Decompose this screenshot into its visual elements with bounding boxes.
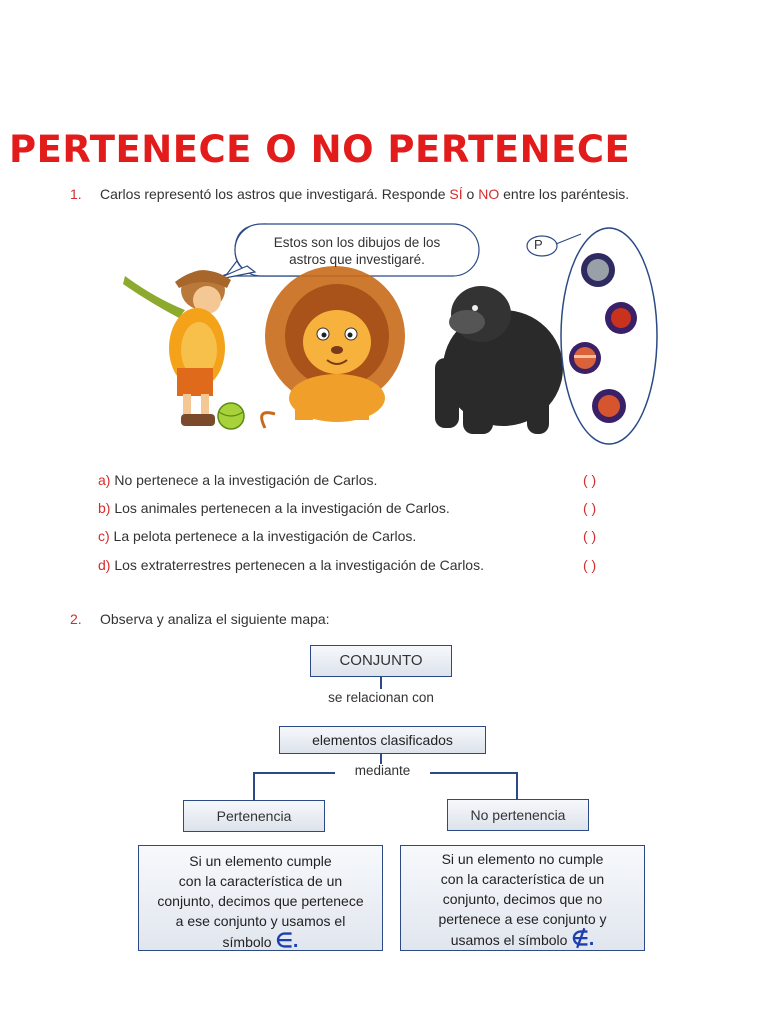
- option-c-text: La pelota pertenece a la investigación de Carlos.: [109, 528, 417, 544]
- option-b-letter: b): [98, 500, 111, 516]
- map-node-pertenencia: Pertenencia: [183, 800, 325, 832]
- option-c: [98, 528, 416, 544]
- question-1-text: [100, 186, 629, 202]
- question-1-number: 1.: [70, 186, 82, 202]
- map-node-elementos: elementos clasificados: [279, 726, 486, 754]
- option-a: [98, 472, 377, 488]
- planet-mars-icon: [605, 302, 637, 334]
- option-d-answer-field[interactable]: ( ): [583, 557, 597, 573]
- page-title: PERTENECE O NO PERTENECE: [9, 128, 631, 171]
- map-link-relacionan: se relacionan con: [328, 690, 434, 705]
- option-d-letter: d): [98, 557, 111, 573]
- lion-illustration: [262, 266, 405, 428]
- planet-moon-icon: [581, 253, 615, 287]
- set-p-label: P: [534, 237, 543, 252]
- option-c-answer-field[interactable]: ( ): [583, 528, 597, 544]
- map-node-conjunto: CONJUNTO: [310, 645, 452, 677]
- map-connector: [516, 772, 518, 800]
- belongs-symbol-icon: ∈.: [275, 930, 299, 952]
- ball-icon: [218, 403, 244, 429]
- option-d: [98, 557, 484, 573]
- boy-illustration: [123, 270, 231, 426]
- not-belongs-symbol-icon: ∉.: [571, 928, 595, 950]
- definition-line: conjunto, decimos que no: [442, 891, 603, 907]
- answer-si-label: SÍ: [449, 186, 463, 202]
- definition-no-pertenencia: [400, 845, 645, 951]
- option-a-answer-field[interactable]: ( ): [583, 472, 597, 488]
- question-1-text-before: Carlos representó los astros que investigará. Responde: [100, 186, 450, 202]
- definition-line: símbolo ∈.: [222, 930, 299, 952]
- option-a-text: No pertenece a la investigación de Carlos.: [110, 472, 378, 488]
- planet-venus-icon: [592, 389, 626, 423]
- map-link-mediante: mediante: [354, 763, 411, 778]
- option-c-letter: c): [98, 528, 110, 544]
- option-b-answer-field[interactable]: ( ): [583, 500, 597, 516]
- definition-line: a ese conjunto y usamos el: [175, 913, 346, 929]
- map-connector: [430, 772, 516, 774]
- question-2-number: 2.: [70, 611, 82, 627]
- definition-line: conjunto, decimos que pertenece: [157, 893, 364, 909]
- map-connector: [380, 677, 382, 689]
- option-d-text: Los extraterrestres pertenecen a la investigación de Carlos.: [110, 557, 484, 573]
- speech-bubble-text: [235, 223, 479, 283]
- bubble-line-2: astros que investigaré.: [289, 252, 425, 267]
- definition-line: pertenece a ese conjunto y: [438, 911, 607, 927]
- option-a-letter: a): [98, 472, 111, 488]
- gorilla-illustration: [435, 286, 563, 434]
- map-node-no-pertenencia: No pertenencia: [447, 799, 589, 831]
- definition-line: con la característica de un: [178, 873, 343, 889]
- map-connector: [253, 772, 335, 774]
- definition-line: usamos el símbolo ∉.: [450, 928, 595, 950]
- planet-jupiter-icon: [569, 342, 601, 374]
- definition-pertenencia: [138, 845, 383, 951]
- answer-no-label: NO: [478, 186, 500, 202]
- option-b: [98, 500, 450, 516]
- option-b-text: Los animales pertenecen a la investigación de Carlos.: [110, 500, 450, 516]
- definition-line: Si un elemento cumple: [189, 853, 332, 869]
- bubble-line-1: Estos son los dibujos de los: [273, 235, 441, 250]
- definition-line: con la característica de un: [440, 871, 605, 887]
- question-2-text: Observa y analiza el siguiente mapa:: [100, 611, 330, 627]
- definition-line: Si un elemento no cumple: [441, 851, 604, 867]
- question-1-text-after: entre los paréntesis.: [499, 186, 630, 202]
- map-connector: [253, 772, 255, 800]
- question-1-text-mid: o: [462, 186, 479, 202]
